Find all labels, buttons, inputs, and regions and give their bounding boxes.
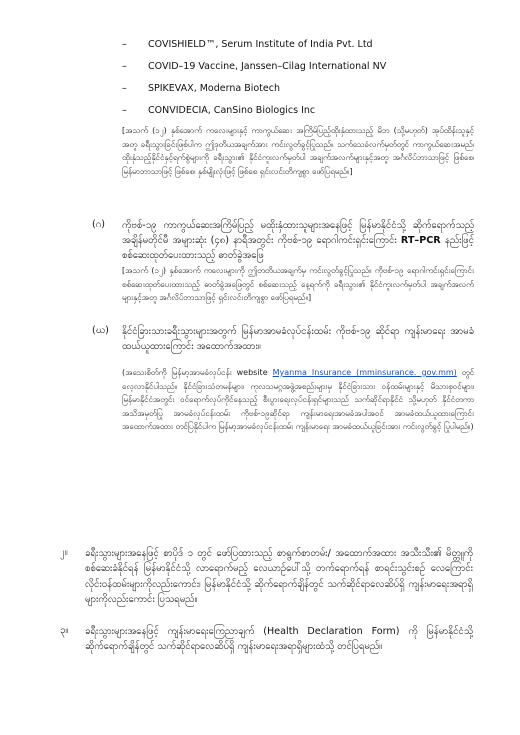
vaccine-item — [122, 34, 482, 56]
vaccine-name: COVISHIELD™, Serum Institute of India Pvt. Ltd — [148, 39, 373, 50]
vaccine-name: COVID–19 Vaccine, Janssen–Cilag International NV — [148, 61, 387, 72]
vaccine-list — [122, 34, 482, 122]
list-dash: – — [122, 61, 127, 72]
insurance-website-link[interactable]: Myanma Insurance (mminsurance. gov.mm) — [272, 368, 457, 377]
item-text-bold: RT–PCR — [400, 235, 441, 247]
list-dash: – — [122, 83, 127, 94]
paragraph-number: ၃။ — [60, 625, 69, 636]
item-text: ကိုဗစ်-၁၉ ကာကွယ်ဆေးအကြိမ်ပြည့် မထိုးနှံထားသူများအနေဖြင့် မြန်မာနိုင်ငံသို့ ဆိုက်ရောက်သည့် အချိန်မတိုင်မီ အများဆုံး (၄၈) နာရီအတွင်း ကိုဗစ်-၁၉ ရောဂါကင်းရှင်းကြောင်း — [122, 220, 474, 247]
note-text: (အသေးစိတ်ကို မြန်မာ့အာမခံလုပ်ငန်း website — [122, 368, 268, 377]
vaccine-item — [122, 78, 482, 100]
item-pcr-requirement — [122, 218, 474, 264]
list-dash: – — [122, 105, 127, 116]
item-insurance-requirement: နိုင်ငံခြားသားခရီးသွားများအတွက် မြန်မာအာမခံလုပ်ငန်းထမ်း ကိုဗစ်-၁၉ ဆိုင်ရာ ကျန်းမာရေး အာမခံထယ်ယူထားကြောင်း အထောက်အထား။ — [122, 326, 474, 353]
item-marker: (ဂ) — [92, 219, 105, 230]
list-dash: – — [122, 39, 127, 50]
item-text: နည်းဖြင့် စစ်ဆေးထုတ်ပေးထားသည့် ဓာတ်ခွဲအဖြေ — [122, 235, 474, 262]
note-insurance-details — [122, 366, 474, 532]
paragraph-documents-check: ခရီးသွားများအနေဖြင့် စာပိုဒ် ၁ တွင် ဖော်ပြထားသည့် စာရွက်စာတမ်း/ အထောက်အထား အသီးသီး၏ မိတ္တူကိုစစ်ဆေးခံနိုင်ရန် မြန်မာနိုင်ငံသို့ လာရောက်မည့် လေယာဉ်ပေါ်သို့ တက်ရောက်ရန် စာရင်းသွင်းစဉ် လေကြောင်းလိုင်းဝန်ထမ်းများကိုလည်းကောင်း၊ မြန်မာနိုင်ငံသို့ ဆိုက်ရောက်ချိန်တွင် သက်ဆိုင်ရာလေဆိပ်ရှိ ကျန်းမာရေးအရာရှိများကိုလည်းကောင်း ပြသရမည်။ — [85, 548, 473, 606]
item-marker: (ဃ) — [92, 325, 109, 336]
paragraph-health-declaration: ခရီးသွားများအနေဖြင့် ကျန်းမာရေးကြေညာချက် (Health Declaration Form) ကို မြန်မာနိုင်ငံသို့ ဆိုက်ရောက်ချိန်တွင် သက်ဆိုင်ရာလေဆိပ်ရှိ ကျန်းမာရေးအရာရှိများထံသို့ တင်ပြရမည်။ — [85, 626, 473, 653]
vaccine-item — [122, 56, 482, 78]
vaccine-item — [122, 100, 482, 122]
paragraph-number: ၂။ — [60, 547, 68, 558]
note-text: တွင် လေ့လာနိုင်ပါသည်။ နိုင်ငံခြားသံတမန်များ၊ ကုလသမဂ္ဂအဖွဲ့အစည်းများမှ နိုင်ငံခြားသား ဝန်ထမ်းများနှင့် မိသားစုဝင်များ၊ မြန်မာနိုင်ငံအတွင်း ဝင်ရောက်လုပ်ကိုင်နေသည့် စီးပွားရေးလုပ်ငန်းရှင်များသည် သက်ဆိုင်ရာနိုင်ငံ သို့မဟုတ် နိုင်ငံတကာအသိအမှတ်ပြု အာမခံလုပ်ငန်းထမ်း ကိုဗစ်-၁၉ဆိုင်ရာ ကျန်းမာရေးအာမခံအပါအဝင် အာမခံထယ်ယူထားကြောင်းအထောက်အထား တင်ပြနိုင်ပါက မြန်မာ့အာမခံလုပ်ငန်းထမ်း ကျန်းမာရေး အာမခံထယ်ယူခြင်းအား ကင်းလွတ်ခွင့် ပြုပါမည်။) — [122, 368, 474, 432]
note-pcr-exemption: [အသက် (၁၂) နှစ်အောက် ကလေးများကို ဤတတိယအချက်မှ ကင်းလွတ်ခွင့်ပြုသည်။ ကိုဗစ်-၁၉ ရောဂါကင်းရှင်းကြောင်း စစ်ဆေးထုတ်ပေးထားသည့် ဓာတ်ခွဲအဖြေတွင် စစ်ဆေးသည့် နေ့ရက်ကို ခရီးသွား၏ နိုင်ငံကူးလက်မှတ်ပါ အချက်အလက်များနှင့်အတူ အင်္ဂလိပ်ဘာသာဖြင့် ရှင်းလင်းတိကျစွာ ဖော်ပြရမည်။] — [122, 266, 474, 303]
vaccine-name: CONVIDECIA, CanSino Biologics Inc — [148, 105, 316, 116]
note-exemption-children: [အသက် (၁၂) နှစ်အောက် ကလေးများနှင့် ကာကွယ်ဆေး အကြိမ်ပြည့်ထိုးနှံထားသည့် မိဘ (သို့မဟုတ်) အုပ်ထိန်းသူနှင့်အတူ ခရီးသွားခြင်းဖြစ်ပါက ဤဒုတိယအချက်အား ကင်းလွတ်ခွင့်ပြုသည်။ သက်သေခံလက်မှတ်တွင် ကာကွယ်ဆေးအမည်၊ ထိုးနှံသည့်နိုင်ငံနှင့်ရက်စွဲများကို ခရီးသွား၏ နိုင်ငံကူးလက်မှတ်ပါ အချက်အလက်များနှင့်အတူ အင်္ဂလိပ်ဘာသာဖြင့် ဖြစ်စေ၊ မြန်မာဘာသာဖြင့် ဖြစ်စေ၊ နှစ်မျိုးလုံးဖြင့် ဖြစ်စေ ရှင်းလင်းတိကျစွာ ဖော်ပြရမည်။] — [122, 126, 474, 176]
vaccine-name: SPIKEVAX, Moderna Biotech — [148, 83, 280, 94]
